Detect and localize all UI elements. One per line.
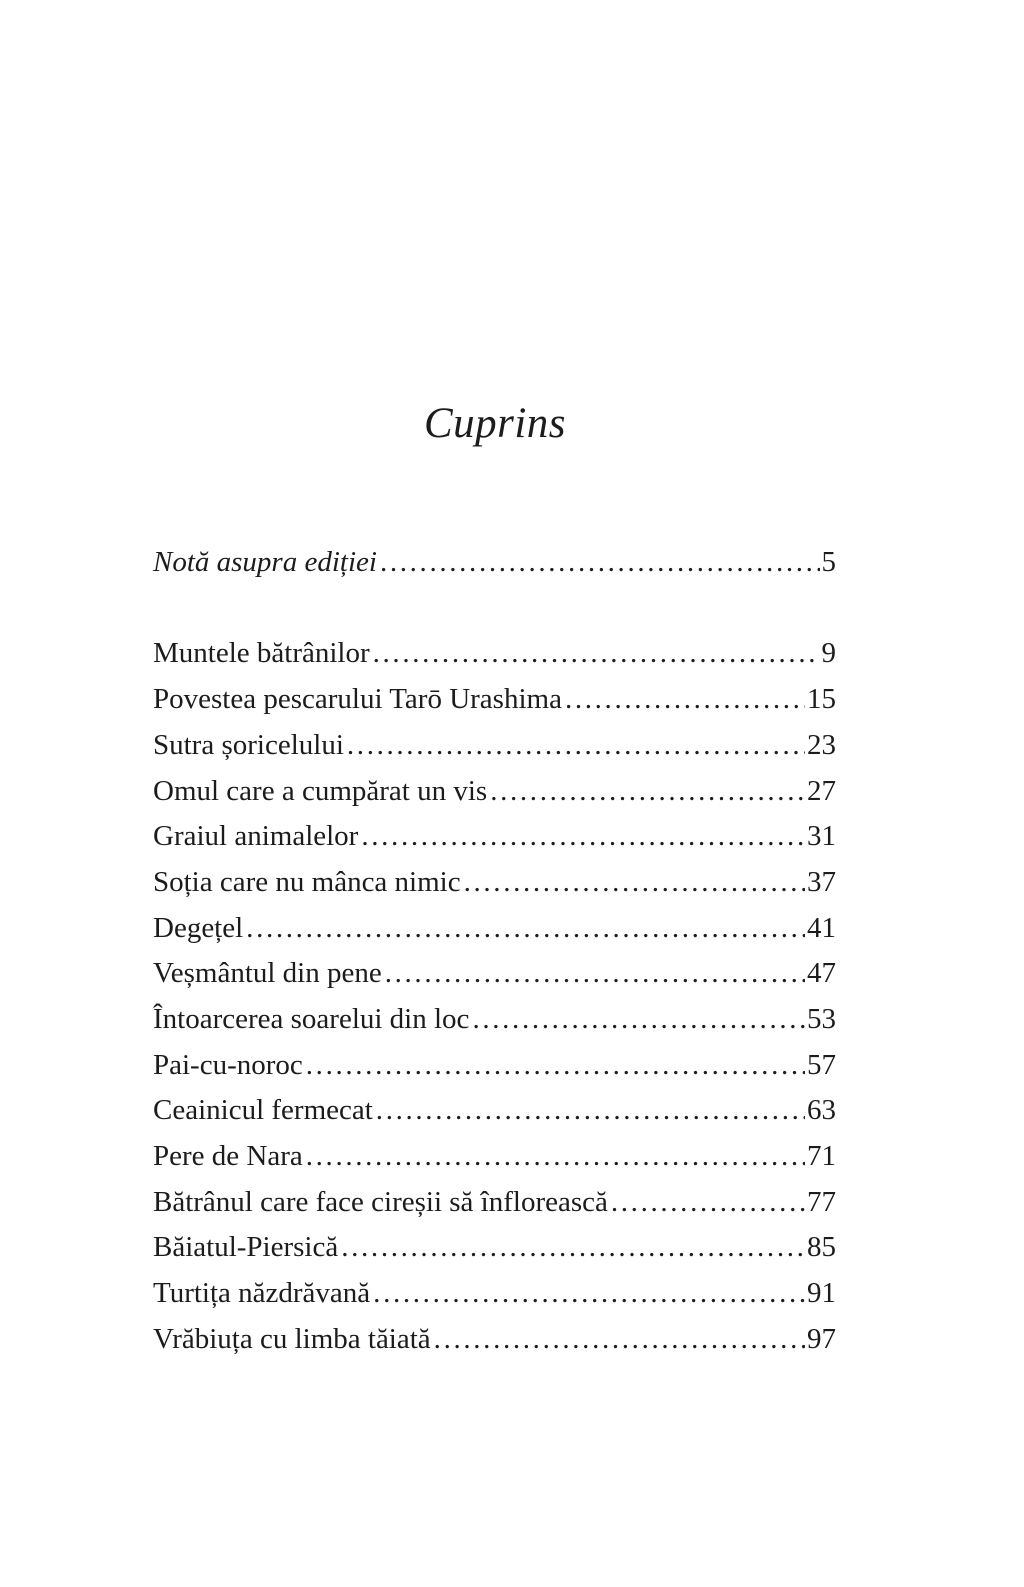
dot-leader [611,1182,805,1222]
toc-entry [153,1273,836,1313]
toc-entry-title: Degețel [153,912,244,944]
toc-entry-page: 53 [807,1003,836,1035]
dot-leader [464,862,805,902]
toc-entry-page: 5 [821,546,836,578]
dot-leader [472,999,805,1039]
dot-leader [347,725,805,765]
toc-entry-title: Povestea pescarului Tarō Urashima [153,683,562,715]
toc-entry-page: 41 [807,912,836,944]
dot-leader [385,953,805,993]
toc-entry [153,953,836,993]
toc-entry-page: 37 [807,866,836,898]
toc-entry-title: Bătrânul care face cireșii să înflorească [153,1186,608,1218]
toc-entry-page: 23 [807,729,836,761]
toc-entry-page: 97 [807,1323,836,1355]
toc-entry [153,908,836,948]
toc-entry-page: 77 [807,1186,836,1218]
dot-leader [306,1045,805,1085]
dot-leader [434,1319,805,1359]
toc-entry [153,1090,836,1130]
toc-entry-title: Omul care a cumpărat un vis [153,775,488,807]
toc-entry-title: Soția care nu mânca nimic [153,866,461,898]
toc-entry-page: 15 [807,683,836,715]
toc-entry [153,679,836,719]
toc-entry-title: Întoarcerea soarelui din loc [153,1003,470,1035]
toc-entry [153,771,836,811]
dot-leader [380,542,820,582]
toc-entry [153,1319,836,1359]
toc-entry-page: 57 [807,1049,836,1081]
toc-entry [153,1136,836,1176]
toc-entry-title: Sutra șoricelului [153,729,344,761]
page-title: Cuprins [423,400,567,447]
toc-entry-page: 85 [807,1231,836,1263]
toc-entry-page: 31 [807,820,836,852]
toc-entry-title: Pai-cu-noroc [153,1049,303,1081]
toc-entry-editorial-note [153,542,836,582]
toc-entry [153,862,836,902]
dot-leader [373,1273,805,1313]
dot-leader [565,679,805,719]
toc-entry-page: 9 [821,637,836,669]
toc-entry-title: Vrăbiuța cu limba tăiată [153,1323,431,1355]
dot-leader [246,908,805,948]
toc-entry-title: Turtița năzdrăvană [153,1277,371,1309]
toc-entry-title: Veșmântul din pene [153,957,382,989]
toc-entry-page: 63 [807,1094,836,1126]
toc-entry-title: Graiul animalelor [153,820,359,852]
dot-leader [373,633,820,673]
toc-entry [153,633,836,673]
toc-entry [153,1227,836,1267]
toc-entry [153,1182,836,1222]
dot-leader [490,771,805,811]
toc-entry-title: Băiatul-Piersică [153,1231,339,1263]
dot-leader [341,1227,805,1267]
toc-entry-page: 71 [807,1140,836,1172]
toc-entry-page: 47 [807,957,836,989]
dot-leader [361,816,805,856]
toc-entry [153,1045,836,1085]
toc-entry-title: Muntele bătrânilor [153,637,370,669]
toc-entry-title: Notă asupra ediției [153,546,377,578]
toc-entry [153,725,836,765]
dot-leader [376,1090,805,1130]
toc-entry-title: Ceainicul fermecat [153,1094,373,1126]
toc-entry [153,999,836,1039]
toc-entry-page: 91 [807,1277,836,1309]
toc-entry [153,816,836,856]
dot-leader [306,1136,805,1176]
toc-entry-page: 27 [807,775,836,807]
toc-entry-title: Pere de Nara [153,1140,303,1172]
